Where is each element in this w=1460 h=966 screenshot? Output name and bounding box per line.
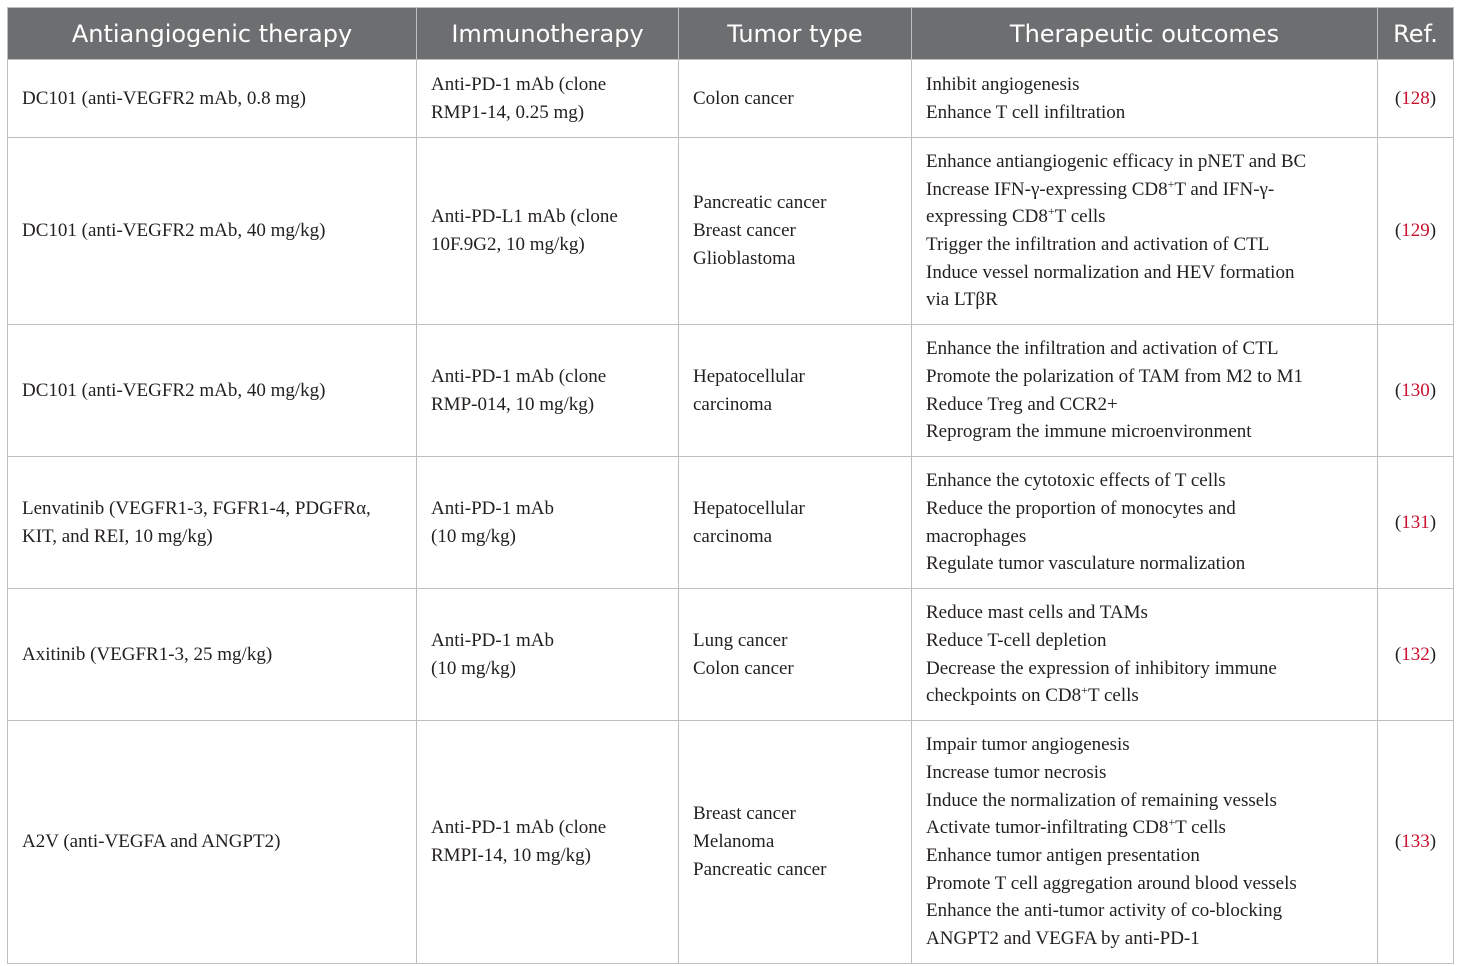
header-antiangiogenic-therapy: Antiangiogenic therapy	[8, 8, 417, 60]
ref-link[interactable]: 131	[1401, 511, 1430, 533]
outcome-line	[926, 814, 1363, 842]
outcome-text: T and IFN-γ-	[1174, 178, 1275, 200]
outcome-text: Promote T cell aggregation around blood vessels	[926, 872, 1297, 894]
cell-immunotherapy	[417, 60, 679, 138]
cell-line: Hepatocellular	[693, 497, 805, 519]
table-container	[7, 7, 1453, 964]
cell-line: Anti-PD-1 mAb	[431, 497, 554, 519]
superscript: +	[1047, 204, 1055, 219]
therapy-table	[7, 7, 1454, 964]
cell-ref	[1378, 721, 1454, 964]
outcome-text: Enhance the anti-tumor activity of co-blocking	[926, 900, 1283, 922]
cell-line: Anti-PD-1 mAb	[431, 629, 554, 651]
outcome-line	[926, 467, 1363, 495]
outcome-text: Reduce the proportion of monocytes and	[926, 497, 1236, 519]
cell-immunotherapy	[417, 138, 679, 325]
cell-ref	[1378, 138, 1454, 325]
cell-line: DC101 (anti-VEGFR2 mAb, 0.8 mg)	[22, 87, 306, 109]
cell-antiangiogenic	[8, 457, 417, 589]
outcome-line	[926, 897, 1363, 925]
ref-link[interactable]: 132	[1401, 643, 1430, 665]
outcome-text: Reprogram the immune microenvironment	[926, 421, 1252, 443]
outcome-text: Enhance the cytotoxic effects of T cells	[926, 470, 1226, 492]
cell-antiangiogenic	[8, 589, 417, 721]
cell-antiangiogenic	[8, 325, 417, 457]
cell-line: Anti-PD-1 mAb (clone	[431, 73, 607, 95]
ref-link[interactable]: 129	[1401, 220, 1430, 242]
cell-line: DC101 (anti-VEGFR2 mAb, 40 mg/kg)	[22, 220, 326, 242]
outcome-text: Reduce Treg and CCR2+	[926, 393, 1118, 415]
outcome-line	[926, 231, 1363, 259]
outcome-line	[926, 495, 1363, 523]
cell-line: carcinoma	[693, 393, 773, 415]
ref-paren: )	[1429, 379, 1437, 401]
outcome-line	[926, 203, 1363, 231]
cell-line: Breast cancer	[693, 803, 796, 825]
ref-paren: (	[1394, 831, 1402, 853]
cell-line: 10F.9G2, 10 mg/kg)	[431, 234, 585, 255]
outcome-text: Decrease the expression of inhibitory immune	[926, 657, 1277, 679]
cell-outcomes	[912, 457, 1378, 589]
superscript: +	[1168, 815, 1176, 830]
table-row	[8, 721, 1454, 964]
cell-immunotherapy	[417, 589, 679, 721]
header-row	[8, 8, 1454, 60]
ref-paren: )	[1429, 87, 1437, 109]
outcome-text: via LTβR	[926, 289, 998, 311]
table-header	[8, 8, 1454, 60]
header-immunotherapy: Immunotherapy	[417, 8, 679, 60]
outcome-text: macrophages	[926, 525, 1027, 547]
cell-tumor-type	[679, 589, 912, 721]
cell-outcomes	[912, 138, 1378, 325]
ref-paren: )	[1429, 643, 1437, 665]
table-row	[8, 589, 1454, 721]
cell-line: carcinoma	[693, 525, 773, 547]
outcome-line	[926, 787, 1363, 815]
outcome-text: Induce the normalization of remaining vessels	[926, 789, 1277, 811]
outcome-text: Increase IFN-γ-expressing CD8	[926, 178, 1168, 200]
cell-line: Anti-PD-1 mAb (clone	[431, 817, 607, 839]
cell-line: RMP-014, 10 mg/kg)	[431, 393, 595, 415]
cell-tumor-type	[679, 325, 912, 457]
cell-tumor-type	[679, 138, 912, 325]
table-row	[8, 457, 1454, 589]
cell-ref	[1378, 457, 1454, 589]
outcome-text: Impair tumor angiogenesis	[926, 734, 1130, 756]
cell-immunotherapy	[417, 457, 679, 589]
outcome-line	[926, 259, 1363, 287]
outcome-text: Promote the polarization of TAM from M2 to M1	[926, 365, 1304, 387]
outcome-text: Enhance antiangiogenic efficacy in pNET and BC	[926, 150, 1307, 172]
cell-line: Breast cancer	[693, 220, 796, 242]
cell-line: (10 mg/kg)	[431, 657, 516, 679]
header-therapeutic-outcomes: Therapeutic outcomes	[912, 8, 1378, 60]
cell-line: RMPI-14, 10 mg/kg)	[431, 845, 591, 866]
outcome-line	[926, 418, 1363, 446]
outcome-line	[926, 870, 1363, 898]
outcome-text: T cells	[1054, 206, 1106, 228]
cell-line: (10 mg/kg)	[431, 525, 516, 547]
cell-line: Anti-PD-1 mAb (clone	[431, 365, 607, 387]
outcome-line	[926, 655, 1363, 683]
outcome-line	[926, 99, 1363, 127]
outcome-line	[926, 759, 1363, 787]
cell-ref	[1378, 60, 1454, 138]
outcome-line	[926, 550, 1363, 578]
outcome-line	[926, 925, 1363, 953]
outcome-line	[926, 842, 1363, 870]
cell-outcomes	[912, 60, 1378, 138]
outcome-text: T cells	[1087, 685, 1139, 707]
outcome-line	[926, 363, 1363, 391]
cell-line: Glioblastoma	[693, 247, 796, 269]
table-row	[8, 138, 1454, 325]
header-tumor-type: Tumor type	[679, 8, 912, 60]
ref-paren: )	[1429, 511, 1437, 533]
cell-line: Pancreatic cancer	[693, 192, 827, 214]
cell-tumor-type	[679, 60, 912, 138]
outcome-text: Reduce mast cells and TAMs	[926, 602, 1148, 624]
cell-outcomes	[912, 325, 1378, 457]
cell-line: Lung cancer	[693, 629, 788, 651]
cell-line: Melanoma	[693, 831, 775, 853]
outcome-text: checkpoints on CD8	[926, 685, 1082, 707]
cell-antiangiogenic	[8, 60, 417, 138]
outcome-line	[926, 599, 1363, 627]
outcome-text: Regulate tumor vasculature normalization	[926, 553, 1246, 575]
outcome-text: Activate tumor-infiltrating CD8	[926, 817, 1169, 839]
outcome-text: expressing CD8	[926, 206, 1048, 228]
ref-paren: )	[1429, 220, 1437, 242]
cell-line: Lenvatinib (VEGFR1-3, FGFR1-4, PDGFRα,	[22, 497, 371, 519]
outcome-text: ANGPT2 and VEGFA by anti-PD-1	[926, 928, 1200, 950]
cell-line: Hepatocellular	[693, 365, 805, 387]
ref-paren: (	[1394, 220, 1402, 242]
cell-line: Pancreatic cancer	[693, 858, 827, 880]
table-body	[8, 60, 1454, 964]
outcome-line	[926, 335, 1363, 363]
outcome-text: Enhance the infiltration and activation of CTL	[926, 338, 1279, 360]
cell-antiangiogenic	[8, 138, 417, 325]
outcome-text: Induce vessel normalization and HEV formation	[926, 261, 1295, 283]
outcome-line	[926, 148, 1363, 176]
cell-line: Colon cancer	[693, 87, 794, 109]
outcome-text: Enhance T cell infiltration	[926, 101, 1126, 123]
outcome-line	[926, 391, 1363, 419]
table-row	[8, 60, 1454, 138]
outcome-text: Enhance tumor antigen presentation	[926, 845, 1200, 866]
outcome-line	[926, 682, 1363, 710]
outcome-text: Increase tumor necrosis	[926, 761, 1107, 783]
ref-link[interactable]: 133	[1401, 831, 1430, 853]
outcome-line	[926, 71, 1363, 99]
outcome-line	[926, 286, 1363, 314]
cell-line: RMP1-14, 0.25 mg)	[431, 101, 585, 123]
cell-line: Axitinib (VEGFR1-3, 25 mg/kg)	[22, 643, 273, 665]
outcome-line	[926, 627, 1363, 655]
cell-immunotherapy	[417, 721, 679, 964]
outcome-text: T cells	[1175, 817, 1226, 839]
cell-ref	[1378, 325, 1454, 457]
cell-antiangiogenic	[8, 721, 417, 964]
cell-line: KIT, and REI, 10 mg/kg)	[22, 525, 213, 547]
outcome-line	[926, 731, 1363, 759]
cell-line: A2V (anti-VEGFA and ANGPT2)	[22, 831, 281, 853]
superscript: +	[1081, 683, 1088, 698]
superscript: +	[1167, 176, 1175, 191]
outcome-text: Trigger the infiltration and activation of CTL	[926, 234, 1270, 255]
cell-line: Colon cancer	[693, 657, 794, 679]
cell-line: Anti-PD-L1 mAb (clone	[431, 206, 618, 228]
ref-paren: (	[1394, 379, 1402, 401]
ref-paren: (	[1394, 643, 1402, 665]
outcome-text: Inhibit angiogenesis	[926, 73, 1080, 95]
header-ref: Ref.	[1378, 8, 1454, 60]
ref-link[interactable]: 128	[1401, 87, 1430, 109]
outcome-text: Reduce T-cell depletion	[926, 629, 1107, 651]
cell-tumor-type	[679, 721, 912, 964]
ref-paren: (	[1394, 87, 1402, 109]
cell-ref	[1378, 589, 1454, 721]
ref-paren: )	[1429, 831, 1437, 853]
outcome-line	[926, 176, 1363, 204]
cell-line: DC101 (anti-VEGFR2 mAb, 40 mg/kg)	[22, 379, 326, 401]
ref-paren: (	[1394, 511, 1402, 533]
cell-immunotherapy	[417, 325, 679, 457]
ref-link[interactable]: 130	[1401, 379, 1430, 401]
cell-outcomes	[912, 721, 1378, 964]
outcome-line	[926, 523, 1363, 551]
table-row	[8, 325, 1454, 457]
cell-outcomes	[912, 589, 1378, 721]
cell-tumor-type	[679, 457, 912, 589]
